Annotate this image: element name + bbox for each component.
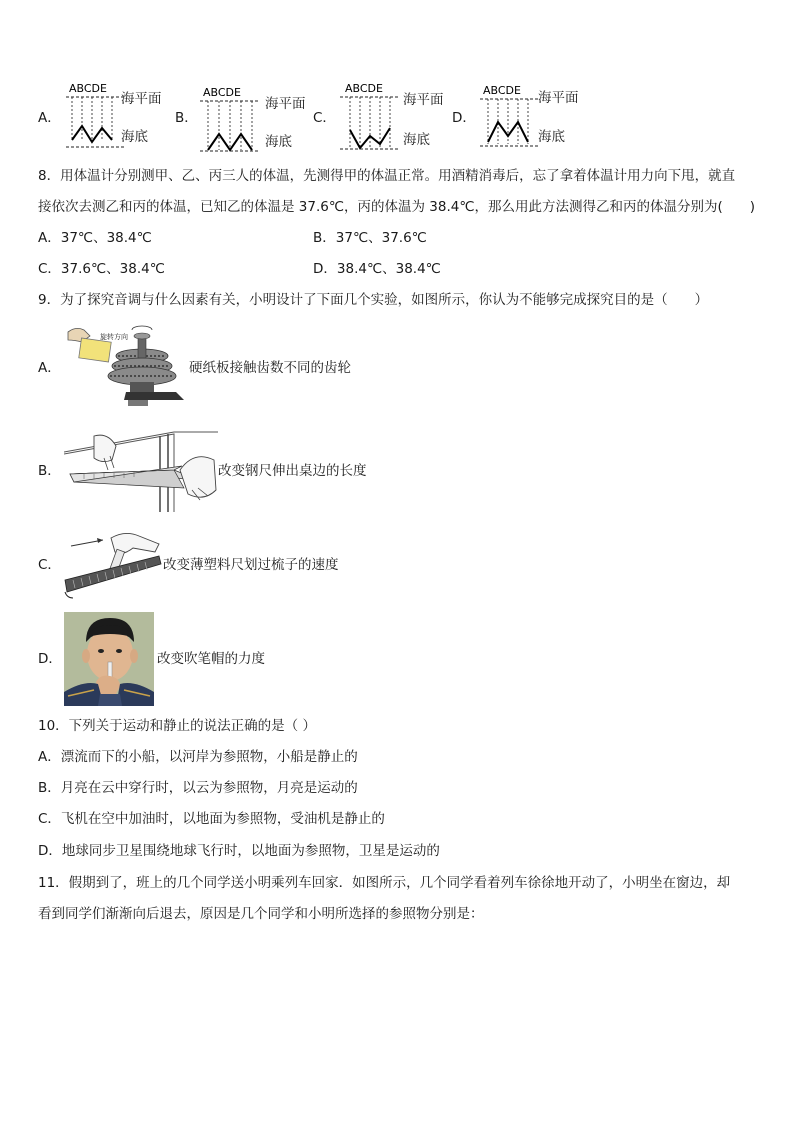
comb-image: [63, 530, 163, 600]
q9-option-b-text: 改变钢尺伸出桌边的长度: [218, 463, 367, 479]
q7-c-sea-floor: 海底: [403, 132, 430, 148]
q11-stem-line2: 看到同学们渐渐向后退去，原因是几个同学和小明所选择的参照物分别是：: [38, 906, 484, 922]
q10-option-a: A．漂流而下的小船，以河岸为参照物，小船是静止的: [38, 749, 358, 765]
q7-option-b-diagram: [198, 84, 268, 156]
q9-option-c-letter: C．: [38, 557, 61, 573]
q9-option-a-letter: A．: [38, 360, 61, 376]
q7-d-sea-floor: 海底: [538, 129, 565, 145]
q7-b-sea-level: 海平面: [265, 96, 306, 112]
q8-option-b: B．37℃、37.6℃: [313, 230, 427, 246]
q8-option-a: A．37℃、38.4℃: [38, 230, 152, 246]
q10-option-b: B．月亮在云中穿行时，以云为参照物，月亮是运动的: [38, 780, 358, 796]
q7-option-c-diagram: [338, 80, 408, 152]
q8-option-d: D．38.4℃、38.4℃: [313, 261, 441, 277]
q7-option-a-letter: A．: [38, 110, 61, 126]
q7-a-letters: ABCDE: [69, 82, 107, 95]
boy-photo: [64, 612, 154, 706]
q7-b-sea-floor: 海底: [265, 134, 292, 150]
q9-option-c-text: 改变薄塑料尺划过梳子的速度: [163, 557, 339, 573]
q7-d-sea-level: 海平面: [538, 90, 579, 106]
steel-ruler-image: [64, 430, 218, 512]
q7-d-letters: ABCDE: [483, 84, 521, 97]
q10-option-d: D．地球同步卫星围绕地球飞行时，以地面为参照物，卫星是运动的: [38, 843, 440, 859]
q9-option-d-text: 改变吹笔帽的力度: [157, 651, 265, 667]
q7-c-sea-level: 海平面: [403, 92, 444, 108]
q9-stem: 9．为了探究音调与什么因素有关，小明设计了下面几个实验，如图所示，你认为不能够完成探究目的是（ ）: [38, 292, 709, 308]
q7-b-letters: ABCDE: [203, 86, 241, 99]
q10-stem: 10．下列关于运动和静止的说法正确的是（ ）: [38, 718, 316, 734]
q8-stem-line1: 8．用体温计分别测甲、乙、丙三人的体温，先测得甲的体温正常。用酒精消毒后，忘了拿着体温计用力向下甩，就直: [38, 168, 736, 184]
q8-stem-line2: 接依次去测乙和丙的体温，已知乙的体温是 37.6℃，丙的体温为 38.4℃，那么用此方法测得乙和丙的体温分别为( ): [38, 199, 756, 215]
q9-a-rotation-label: 旋转方向: [100, 333, 128, 341]
q11-stem-line1: 11．假期到了，班上的几个同学送小明乘列车回家．如图所示，几个同学看着列车徐徐地开动了，小明坐在窗边，却: [38, 875, 731, 891]
q10-option-c: C．飞机在空中加油时，以地面为参照物，受油机是静止的: [38, 811, 385, 827]
q7-a-sea-floor: 海底: [121, 129, 148, 145]
q9-option-a-text: 硬纸板接触齿数不同的齿轮: [189, 360, 351, 376]
q9-option-d-letter: D．: [38, 651, 62, 667]
q7-c-letters: ABCDE: [345, 82, 383, 95]
q9-option-b-letter: B．: [38, 463, 61, 479]
q7-a-sea-level: 海平面: [121, 91, 162, 107]
q7-option-d-letter: D．: [452, 110, 476, 126]
q8-option-c: C．37.6℃、38.4℃: [38, 261, 165, 277]
q7-option-b-letter: B．: [175, 110, 198, 126]
q7-option-c-letter: C．: [313, 110, 336, 126]
